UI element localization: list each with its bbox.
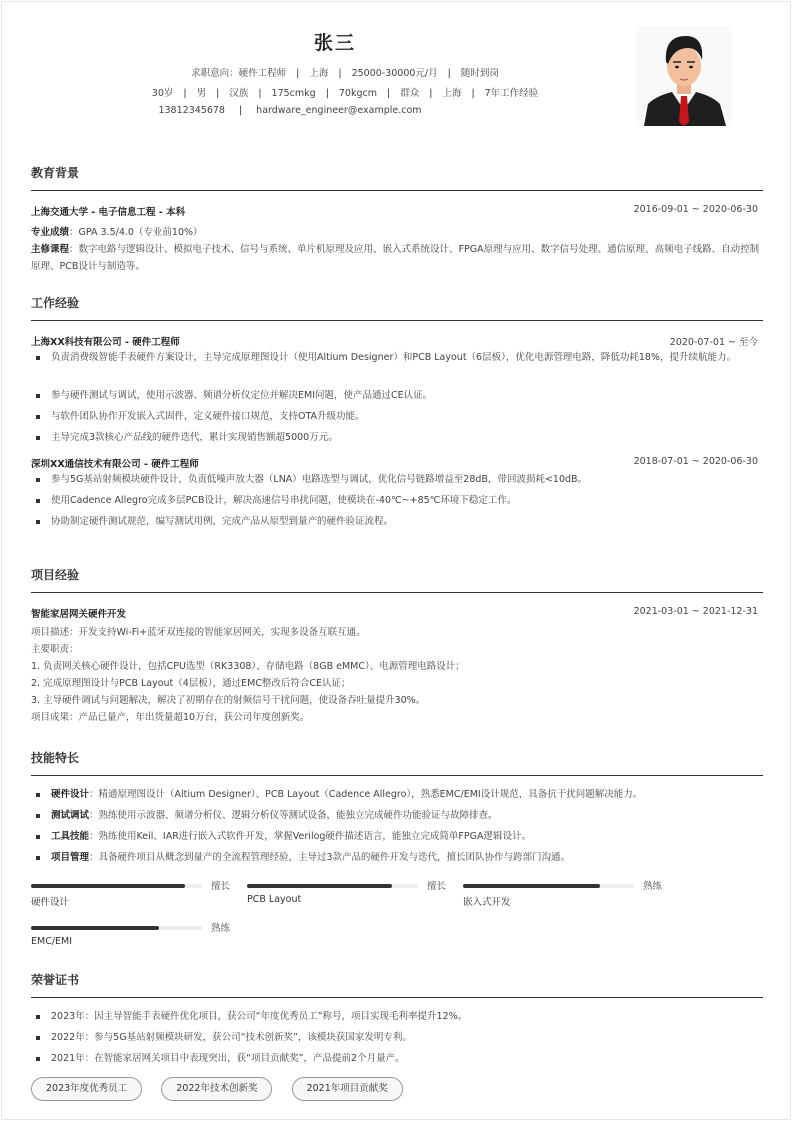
courses-label: 主修课程 xyxy=(31,244,70,255)
skill-bar-track xyxy=(463,884,634,888)
project-line: 项目描述：开发支持Wi-Fi+蓝牙双连接的智能家居网关，实现多设备互联互通。 xyxy=(31,627,366,638)
skill-label: 硬件设计 xyxy=(51,789,90,800)
email[interactable]: hardware_engineer@example.com xyxy=(256,105,422,116)
list-item: 主导完成3款核心产品线的硬件迭代，累计实现销售额超5000万元。 xyxy=(31,427,763,448)
experience-years: 7年工作经验 xyxy=(484,88,539,99)
honor-tag: 2023年度优秀员工 xyxy=(31,1077,142,1101)
skill-bar-track xyxy=(247,884,418,888)
education-section xyxy=(31,163,763,275)
project-line: 主要职责： xyxy=(31,644,79,655)
list-item xyxy=(31,805,763,826)
job-intent: 求职意向：硬件工程师 xyxy=(191,68,287,79)
skill-text: ：熟练使用示波器、频谱分析仪、逻辑分析仪等测试设备，能独立完成硬件功能验证与故障排查。 xyxy=(89,810,498,821)
skill-bar-track xyxy=(31,884,202,888)
skill-label: 工具技能 xyxy=(51,831,90,842)
project-line: 项目成果：产品已量产，年出货量超10万台，获公司年度创新奖。 xyxy=(31,712,310,723)
skill-bar xyxy=(31,922,231,958)
list-item: 参与5G基站射频模块硬件设计，负责低噪声放大器（LNA）电路选型与调试，优化信号链路增益至28dB，带回波损耗<10dB。 xyxy=(31,469,763,490)
list-item xyxy=(31,784,763,805)
list-item: 参与硬件测试与调试，使用示波器、频谱分析仪定位并解决EMI问题，使产品通过CE认证。 xyxy=(31,385,763,406)
project-name: 智能家居网关硬件开发 xyxy=(31,609,127,620)
section-divider xyxy=(31,997,763,998)
skill-name: 硬件设计 xyxy=(31,897,70,908)
contact-line: 13812345678 | hardware_engineer@example.com xyxy=(158,105,422,116)
intent-city: 上海 xyxy=(309,68,329,79)
section-divider xyxy=(31,320,763,321)
list-item: 2021年：在智能家居网关项目中表现突出，获“项目贡献奖”，产品提前2个月量产。 xyxy=(31,1048,763,1069)
section-title: 教育背景 xyxy=(31,166,80,180)
list-item xyxy=(31,847,763,868)
avatar xyxy=(636,26,732,126)
political-status: 群众 xyxy=(400,88,420,99)
weight: 70kgcm xyxy=(338,88,377,99)
skill-bar xyxy=(463,880,663,916)
education-entry-head xyxy=(31,204,763,220)
honor-tags xyxy=(31,1076,417,1101)
skills-section xyxy=(31,748,763,868)
job-intent-line: 求职意向：硬件工程师 | 上海 | 25000-30000元/月 | 随时到岗 xyxy=(191,68,499,79)
list-item: 负责消费级智能手表硬件方案设计，主导完成原理图设计（使用Altium Designer）和PCB Layout（6层板），优化电源管理电路，降低功耗18%，提升续航能力。 xyxy=(31,347,763,385)
project-line: 3. 主导硬件调试与问题解决，解决了初期存在的射频信号干扰问题，使设备吞吐量提升30%。 xyxy=(31,695,426,706)
company-role: 上海XX科技有限公司 - 硬件工程师 xyxy=(31,337,180,348)
skill-text: ：具备硬件项目从概念到量产的全流程管理经验，主导过3款产品的硬件开发与迭代，擅长团队协作与跨部门沟通。 xyxy=(89,852,571,863)
project-line: 1. 负责网关核心硬件设计，包括CPU选型（RK3308）、存储电路（8GB eMMC）、电源管理电路设计； xyxy=(31,661,465,672)
section-title: 工作经验 xyxy=(31,296,80,310)
skill-text: ：精通原理图设计（Altium Designer）、PCB Layout（Cadence Allegro），熟悉EMC/EMI设计规范，具备抗干扰问题解决能力。 xyxy=(89,789,643,800)
phone: 13812345678 xyxy=(158,105,225,116)
personal-info-line: 30岁 | 男 | 汉族 | 175cmkg | 70kgcm | 群众 | 上海 | 7年工作经验 xyxy=(151,88,539,99)
job-date: 2018-07-01 ~ 2020-06-30 xyxy=(633,456,758,467)
availability: 随时到岗 xyxy=(460,68,499,79)
section-title: 荣誉证书 xyxy=(31,973,80,987)
honor-tag: 2021年项目贡献奖 xyxy=(292,1077,403,1101)
gpa-label: 专业成绩 xyxy=(31,227,70,238)
section-title: 技能特长 xyxy=(31,751,80,765)
honors-section xyxy=(31,970,763,1069)
courses-value: ：数字电路与逻辑设计、模拟电子技术、信号与系统、单片机原理及应用、嵌入式系统设计、FPGA原理与应用、数字信号处理、通信原理、高频电子线路、自动控制原理、PCB设计与制造等。 xyxy=(31,244,760,272)
age: 30岁 xyxy=(151,88,174,99)
height: 175cmkg xyxy=(271,88,316,99)
list-item: 协助制定硬件测试规范，编写测试用例，完成产品从原型到量产的硬件验证流程。 xyxy=(31,511,763,532)
skill-name: EMC/EMI xyxy=(31,936,73,947)
honor-tag: 2022年技术创新奖 xyxy=(161,1077,272,1101)
list-item: 2022年：参与5G基站射频模块研发，获公司“技术创新奖”，该模块获国家发明专利。 xyxy=(31,1027,763,1048)
avatar-illustration-icon xyxy=(636,26,732,126)
skill-name: PCB Layout xyxy=(247,894,302,905)
job-bullets xyxy=(31,469,763,532)
company-role: 深圳XX通信技术有限公司 - 硬件工程师 xyxy=(31,459,199,470)
section-divider xyxy=(31,775,763,776)
ethnicity: 汉族 xyxy=(229,88,249,99)
gpa-value: ：GPA 3.5/4.0（专业前10%） xyxy=(69,227,203,238)
project-head xyxy=(31,606,763,622)
gpa-line xyxy=(31,224,763,241)
school-major-degree: 上海交通大学 - 电子信息工程 - 本科 xyxy=(31,207,186,218)
expected-salary: 25000-30000元/月 xyxy=(351,68,438,79)
section-title: 项目经验 xyxy=(31,568,80,582)
skill-bar-fill xyxy=(31,884,185,888)
job-bullets xyxy=(31,347,763,448)
skill-name: 嵌入式开发 xyxy=(463,897,511,908)
project-date: 2021-03-01 ~ 2021-12-31 xyxy=(633,606,758,617)
section-divider xyxy=(31,190,763,191)
skill-bar-fill xyxy=(31,926,159,930)
skill-bar-fill xyxy=(247,884,392,888)
skill-bar-fill xyxy=(463,884,600,888)
job-date: 2020-07-01 ~ 至今 xyxy=(669,337,758,348)
gender: 男 xyxy=(196,88,207,99)
courses-line xyxy=(31,241,763,275)
skill-level: 熟练 xyxy=(643,881,663,892)
education-date: 2016-09-01 ~ 2020-06-30 xyxy=(633,204,758,215)
resume-header xyxy=(0,0,794,140)
skill-bar-track xyxy=(31,926,202,930)
candidate-name: 张三 xyxy=(313,32,356,54)
skill-level: 熟练 xyxy=(211,923,231,934)
skill-label: 测试调试 xyxy=(51,810,90,821)
honor-bullets xyxy=(31,1006,763,1069)
section-divider xyxy=(31,592,763,593)
skill-label: 项目管理 xyxy=(51,852,90,863)
list-item: 使用Cadence Allegro完成多层PCB设计，解决高速信号串扰问题，使模块在-40℃~+85℃环境下稳定工作。 xyxy=(31,490,763,511)
list-item: 2023年：因主导智能手表硬件优化项目，获公司“年度优秀员工”称号，项目实现毛利率提升12%。 xyxy=(31,1006,763,1027)
projects-section xyxy=(31,565,763,726)
skill-bar xyxy=(31,880,231,916)
work-section xyxy=(31,293,763,532)
skill-level: 擅长 xyxy=(211,881,231,892)
skill-bar xyxy=(247,880,447,916)
location: 上海 xyxy=(442,88,462,99)
skill-text: ：熟练使用Keil、IAR进行嵌入式软件开发，掌握Verilog硬件描述语言，能独立完成简单FPGA逻辑设计。 xyxy=(89,831,531,842)
list-item: 与软件团队协作开发嵌入式固件，定义硬件接口规范，支持OTA升级功能。 xyxy=(31,406,763,427)
skill-level: 擅长 xyxy=(427,881,447,892)
list-item xyxy=(31,826,763,847)
project-line: 2. 完成原理图设计与PCB Layout（4层板），通过EMC整改后符合CE认证； xyxy=(31,678,351,689)
skill-bullets xyxy=(31,784,763,868)
